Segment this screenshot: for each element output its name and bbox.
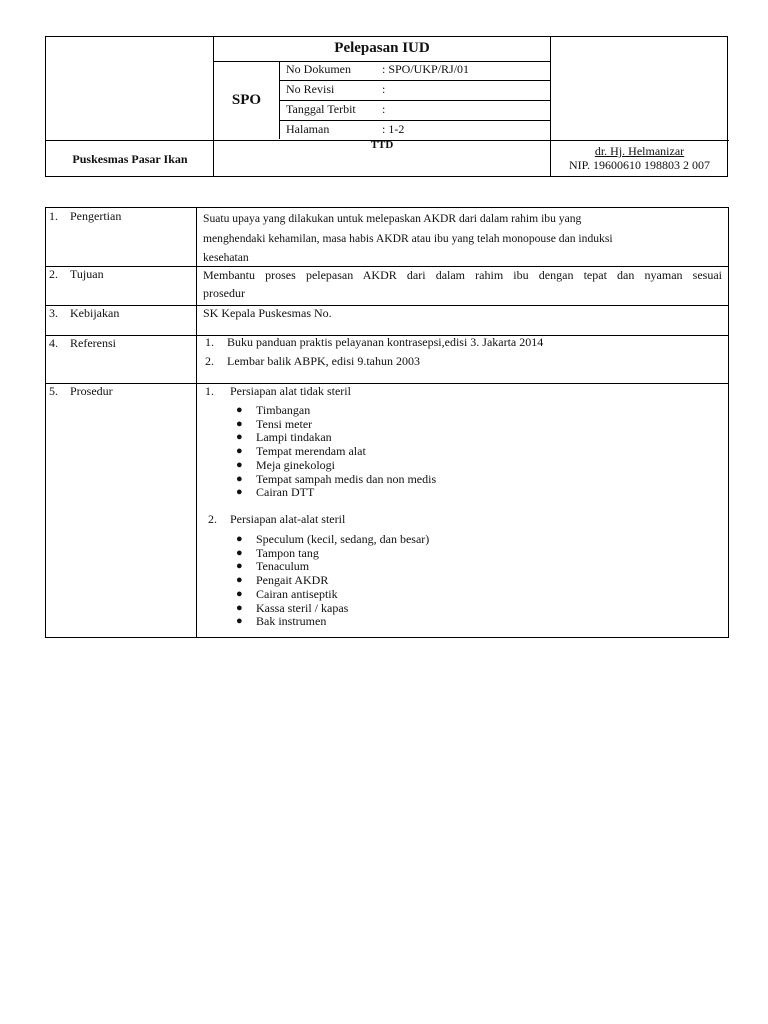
tujuan-line: prosedur [203, 285, 245, 300]
bullet-icon: ● [236, 574, 243, 587]
list-item: ● Pengait AKDR [236, 573, 329, 588]
row-label-pengertian: Pengertian [70, 209, 122, 223]
document-header [45, 36, 728, 177]
row-label-prosedur: Prosedur [70, 384, 113, 398]
pengertian-line: menghendaki kehamilan, masa habis AKDR atau ibu yang telah monopouse dan induksi [203, 231, 613, 245]
reference-number: 1. [205, 335, 214, 349]
procedure-table [45, 207, 729, 638]
non-sterile-equipment-list [234, 404, 436, 500]
list-item: ● Tampon tang [236, 545, 319, 560]
sterile-equipment-list [234, 533, 429, 629]
page-row [286, 122, 404, 137]
bullet-icon: ● [236, 601, 243, 614]
signature-label: TTD [370, 139, 394, 151]
issue-date-value: : [382, 102, 386, 116]
procedure-group-title: Persiapan alat-alat steril [230, 512, 346, 526]
bullet-icon: ● [236, 615, 243, 628]
list-item: ● Tenaculum [236, 559, 310, 574]
bullet-icon: ● [236, 404, 243, 416]
list-item: ● Timbangan [236, 403, 311, 417]
list-item: ● Lampi tindakan [236, 430, 332, 445]
header-divider [279, 100, 550, 101]
revision-value: : [382, 82, 386, 96]
reference-number: 2. [205, 354, 214, 368]
bullet-icon: ● [236, 417, 243, 430]
row-number: 5. [49, 384, 58, 398]
page-value: : 1-2 [382, 122, 405, 136]
list-item: ● Kassa steril / kapas [236, 600, 349, 615]
bullet-icon: ● [236, 486, 243, 499]
revision-row [286, 82, 385, 97]
list-item: ● Cairan antiseptik [236, 586, 338, 601]
row-label-referensi: Referensi [70, 336, 116, 350]
list-item: ● Cairan DTT [236, 485, 315, 500]
bullet-icon: ● [236, 587, 243, 600]
list-item: ● Bak instrumen [236, 614, 327, 629]
tujuan-line: Membantu proses pelepasan AKDR dari dalam rahim ibu dengan tepat dan nyaman sesuai [203, 268, 722, 282]
list-item: ● Tensi meter [236, 416, 313, 431]
pengertian-line: Suatu upaya yang dilakukan untuk melepaskan AKDR dari dalam rahim ibu yang [203, 212, 582, 225]
row-number: 1. [49, 209, 58, 223]
institution-name: Puskesmas Pasar Ikan [72, 152, 188, 166]
row-label-kebijakan: Kebijakan [70, 306, 120, 320]
bullet-icon: ● [236, 560, 243, 573]
issue-date-row [286, 102, 385, 117]
list-item: ● Tempat merendam alat [236, 444, 366, 459]
bullet-icon: ● [236, 445, 243, 458]
list-item: ● Tempat sampah medis dan non medis [236, 471, 437, 486]
issue-date-label: Tanggal Terbit [286, 102, 356, 116]
reference-text: Buku panduan praktis pelayanan kontrasepsi,edisi 3. Jakarta 2014 [227, 335, 544, 349]
signer-nip: NIP. 19600610 198803 2 007 [568, 158, 710, 172]
signer-block [550, 144, 729, 172]
procedure-group-title: Persiapan alat tidak steril [230, 384, 351, 398]
bullet-icon: ● [236, 472, 243, 485]
procedure-group-number: 1. [205, 384, 214, 398]
doc-number-value: : SPO/UKP/RJ/01 [382, 62, 470, 76]
bullet-icon: ● [236, 431, 243, 444]
document-title: Pelepasan IUD [334, 40, 430, 56]
spo-label: SPO [231, 92, 262, 108]
row-number: 2. [49, 267, 58, 281]
procedure-group-number: 2. [208, 512, 217, 526]
list-item: ● Meja ginekologi [236, 457, 335, 472]
pengertian-line: kesehatan [203, 251, 249, 264]
doc-number-label: No Dokumen [286, 62, 351, 76]
row-number: 4. [49, 336, 58, 350]
list-item: ● Speculum (kecil, sedang, dan besar) [236, 532, 430, 546]
kebijakan-text: SK Kepala Puskesmas No. [203, 306, 332, 320]
bullet-icon: ● [236, 546, 243, 559]
table-column-divider [196, 208, 197, 637]
row-number: 3. [49, 306, 58, 320]
header-divider [279, 80, 550, 81]
page-label: Halaman [286, 122, 330, 136]
tujuan-text [203, 267, 722, 302]
header-divider [279, 120, 550, 121]
doc-number-row [286, 62, 469, 77]
pengertian-text [203, 209, 722, 268]
reference-text: Lembar balik ABPK, edisi 9.tahun 2003 [227, 354, 420, 368]
bullet-icon: ● [236, 533, 243, 545]
table-row-divider [46, 383, 728, 384]
bullet-icon: ● [236, 458, 243, 471]
row-label-tujuan: Tujuan [70, 267, 104, 281]
signer-name: dr. Hj. Helmanizar [594, 144, 685, 158]
revision-label: No Revisi [286, 82, 335, 96]
